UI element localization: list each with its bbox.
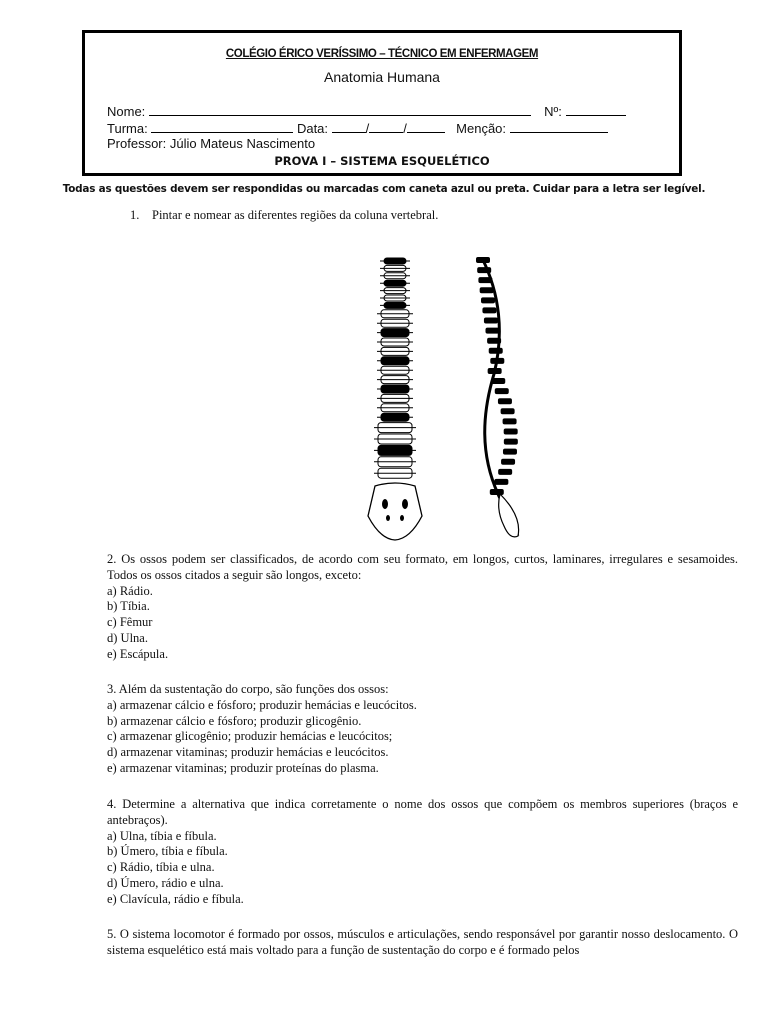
vertebra-side	[476, 257, 490, 263]
option-e[interactable]: e) armazenar vitaminas; produzir proteínas do plasma.	[107, 760, 379, 775]
vertebra-side	[490, 489, 504, 495]
vertebra-side	[503, 418, 517, 424]
exam-header	[82, 30, 682, 176]
vertebra-side	[485, 328, 499, 334]
professor-line: Professor: Júlio Mateus Nascimento	[107, 136, 316, 151]
vertebra-side	[477, 267, 491, 273]
question-text: 4. Determine a alternativa que indica corretamente o nome dos ossos que compõem os membros superiores (braços e antebraços).	[107, 797, 738, 827]
vertebra-side	[501, 408, 515, 414]
grade-label: Menção:	[456, 121, 507, 136]
date-separator: /	[403, 121, 407, 136]
option-d[interactable]: d) Ulna.	[107, 630, 148, 645]
vertebra-side	[495, 388, 509, 394]
grade-field[interactable]	[510, 120, 608, 133]
option-e[interactable]: e) Clavícula, rádio e fíbula.	[107, 891, 244, 906]
date-year-field[interactable]	[407, 120, 445, 133]
class-label: Turma:	[107, 121, 148, 136]
option-d[interactable]: d) armazenar vitaminas; produzir hemácias e leucócitos.	[107, 745, 389, 760]
vertebra-side	[480, 287, 494, 293]
subject-title: Anatomia Humana	[324, 69, 440, 85]
date-day-field[interactable]	[332, 120, 366, 133]
option-c[interactable]: c) Rádio, tíbia e ulna.	[107, 860, 215, 875]
vertebra-side	[503, 449, 517, 455]
name-line	[107, 103, 626, 120]
date-month-field[interactable]	[369, 120, 403, 133]
vertebra-side	[504, 428, 518, 434]
question-2	[107, 552, 738, 663]
school-name: COLÉGIO ÉRICO VERÍSSIMO – TÉCNICO EM ENFERMAGEM	[225, 48, 539, 60]
question-text: 2. Os ossos podem ser classificados, de acordo com seu formato, em longos, curtos, laminares, irregulares e sesamoides. Todos os ossos citados a seguir são longos, exceto:	[107, 552, 738, 582]
vertebra-side	[478, 277, 492, 283]
question-text: 5. O sistema locomotor é formado por ossos, músculos e articulações, sendo responsável por garantir nosso deslocamento. O sistema esquelético está mais voltado para a função de sustentação do corpo e é formado pelos	[107, 927, 738, 957]
option-c[interactable]: c) Fêmur	[107, 615, 153, 630]
class-date-line	[107, 120, 608, 137]
vertebra-side	[482, 307, 496, 313]
name-field[interactable]	[149, 103, 531, 116]
option-d[interactable]: d) Úmero, rádio e ulna.	[107, 875, 224, 890]
name-label: Nome:	[107, 104, 146, 119]
option-a[interactable]: a) Ulna, tíbia e fíbula.	[107, 828, 217, 843]
instructions: Todas as questões devem ser respondidas ou marcadas com caneta azul ou preta. Cuidar para a letra ser legível.	[62, 183, 706, 195]
exam-title: PROVA I – SISTEMA ESQUELÉTICO	[274, 154, 490, 168]
spine-front-view-image	[350, 254, 440, 544]
spine-side-view-image	[460, 254, 530, 544]
vertebra-side	[481, 297, 495, 303]
vertebra-side	[487, 338, 501, 344]
question-number: 1.	[130, 208, 140, 222]
option-b[interactable]: b) Úmero, tíbia e fíbula.	[107, 844, 228, 859]
vertebra-side	[488, 368, 502, 374]
question-text: 3. Além da sustentação do corpo, são funções dos ossos:	[107, 682, 389, 696]
option-b[interactable]: b) armazenar cálcio e fósforo; produzir glicogênio.	[107, 713, 362, 728]
vertebra-side	[501, 459, 515, 465]
option-b[interactable]: b) Tíbia.	[107, 599, 150, 614]
question-5	[107, 927, 738, 959]
class-field[interactable]	[151, 120, 293, 133]
date-separator: /	[365, 121, 370, 136]
option-c[interactable]: c) armazenar glicogênio; produzir hemácias e leucócitos;	[107, 729, 393, 744]
vertebra-side	[484, 318, 498, 324]
question-1	[130, 208, 438, 223]
vertebra-side	[491, 378, 505, 384]
number-field[interactable]	[566, 103, 626, 116]
option-a[interactable]: a) Rádio.	[107, 583, 153, 598]
option-e[interactable]: e) Escápula.	[107, 646, 169, 661]
question-3	[107, 682, 738, 777]
vertebra-side	[498, 398, 512, 404]
vertebra-side	[490, 358, 504, 364]
vertebra-side	[504, 439, 518, 445]
vertebra-side	[494, 479, 508, 485]
number-label: Nº:	[544, 104, 562, 119]
option-a[interactable]: a) armazenar cálcio e fósforo; produzir hemácias e leucócitos.	[107, 697, 417, 712]
date-label: Data:	[296, 121, 329, 136]
question-4	[107, 797, 738, 908]
question-text: Pintar e nomear as diferentes regiões da coluna vertebral.	[152, 208, 439, 222]
vertebra-side	[489, 348, 503, 354]
vertebra-side	[498, 469, 512, 475]
